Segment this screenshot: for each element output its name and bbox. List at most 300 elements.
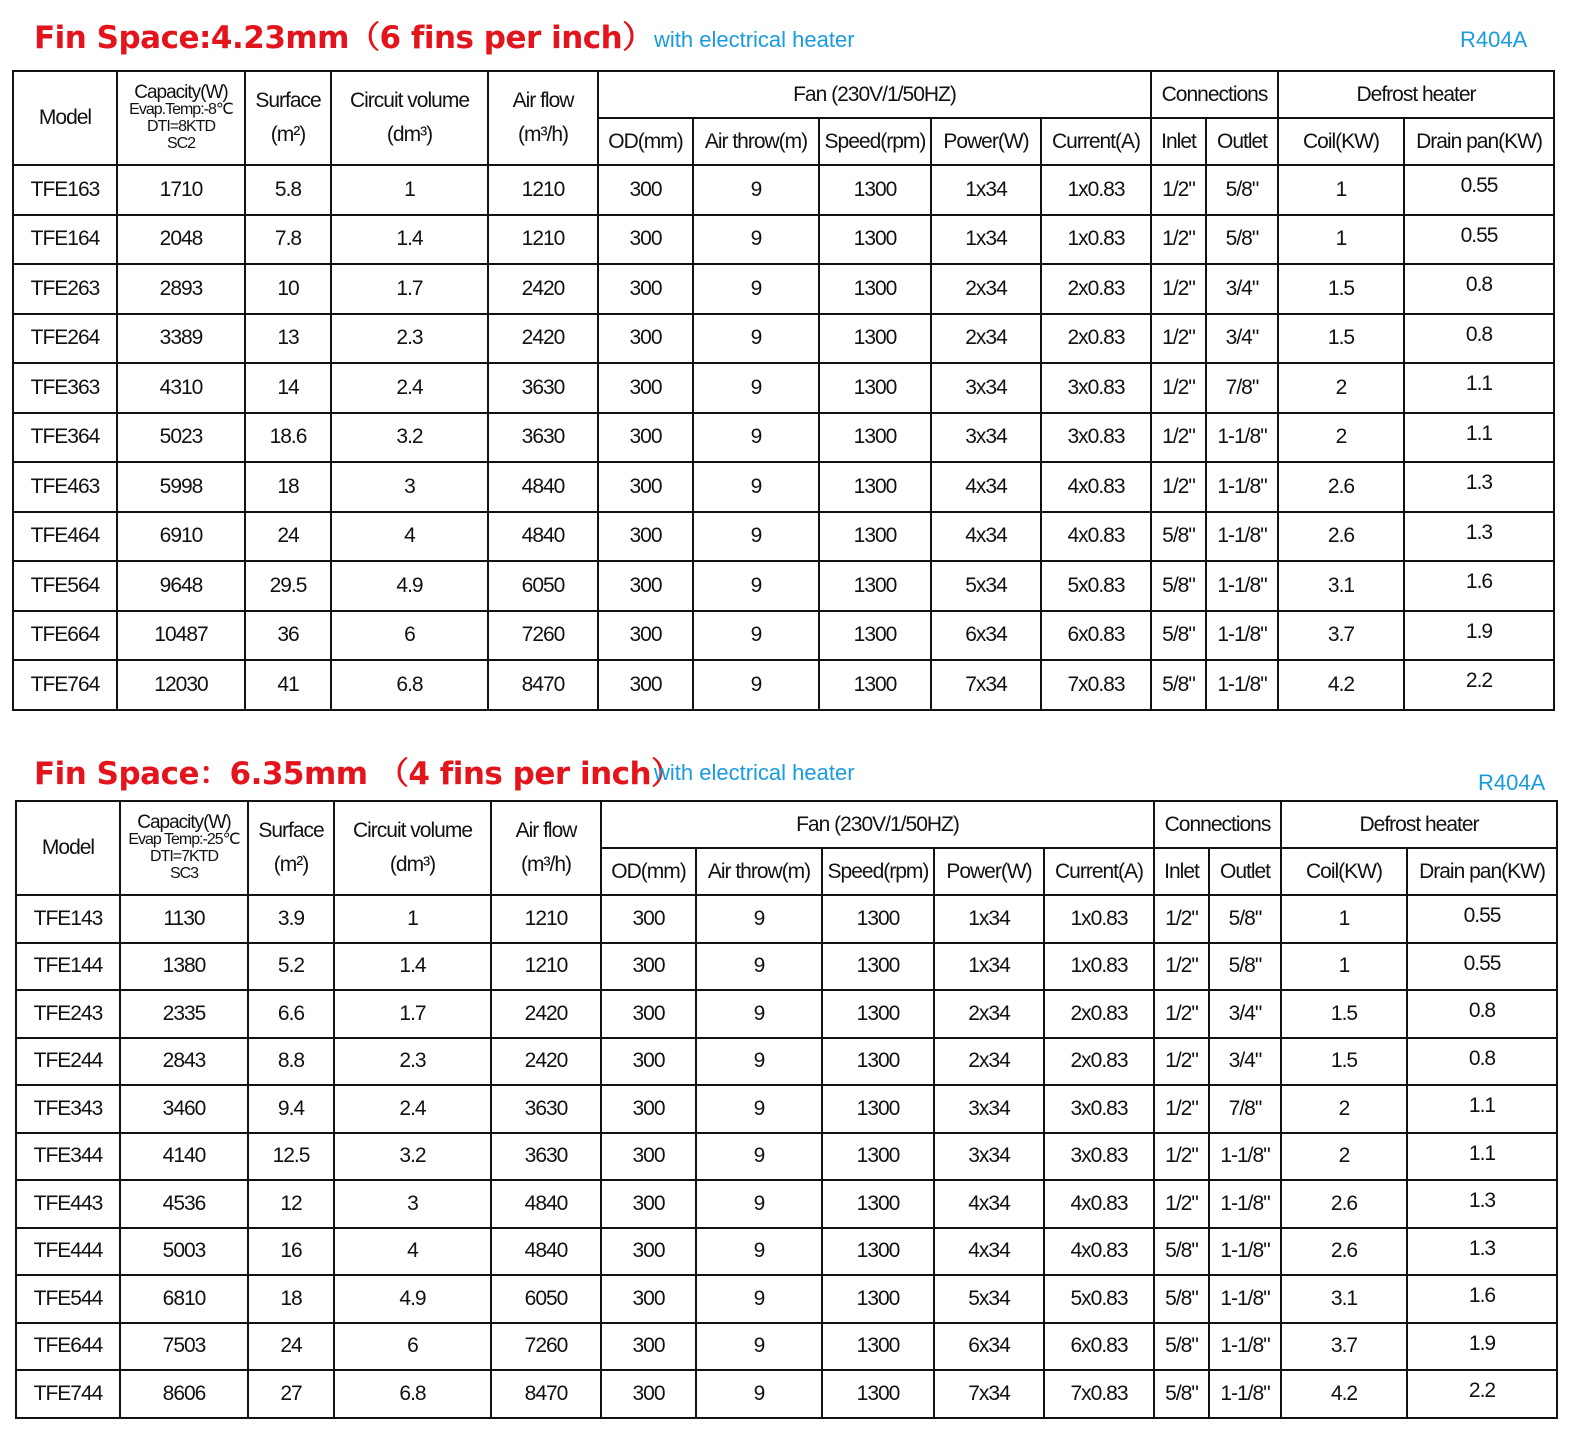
cell-fan-air-throw: 9 bbox=[696, 895, 822, 943]
cell-outlet: 1-1/8" bbox=[1206, 660, 1278, 710]
cell-fan-current: 1x0.83 bbox=[1041, 215, 1151, 265]
cell-outlet: 1-1/8" bbox=[1206, 413, 1278, 463]
table-row bbox=[16, 1323, 1557, 1371]
cell-fan-od: 300 bbox=[598, 215, 693, 265]
cell-fan-speed: 1300 bbox=[822, 1038, 934, 1086]
cell-capacity: 6910 bbox=[117, 512, 245, 562]
cell-fan-speed: 1300 bbox=[822, 1370, 934, 1418]
cell-fan-current: 6x0.83 bbox=[1044, 1323, 1154, 1371]
cell-fan-od: 300 bbox=[601, 1180, 696, 1228]
cell-fan-current: 2x0.83 bbox=[1041, 314, 1151, 364]
cell-capacity: 12030 bbox=[117, 660, 245, 710]
cell-drain-pan: 0.8 bbox=[1404, 314, 1554, 364]
cell-surface: 9.4 bbox=[248, 1085, 334, 1133]
cell-fan-od: 300 bbox=[601, 1323, 696, 1371]
cell-surface: 24 bbox=[245, 512, 331, 562]
cell-fan-od: 300 bbox=[601, 1085, 696, 1133]
cell-drain-pan: 1.9 bbox=[1407, 1323, 1557, 1371]
table-row bbox=[16, 1038, 1557, 1086]
cell-outlet: 1-1/8" bbox=[1209, 1323, 1281, 1371]
cell-drain-pan: 1.6 bbox=[1407, 1275, 1557, 1323]
cell-outlet: 5/8" bbox=[1209, 943, 1281, 991]
cell-air-flow: 8470 bbox=[488, 660, 598, 710]
cell-fan-speed: 1300 bbox=[822, 895, 934, 943]
cell-drain-pan: 0.55 bbox=[1404, 165, 1554, 215]
cell-capacity: 3460 bbox=[120, 1085, 248, 1133]
header-outlet: Outlet bbox=[1209, 848, 1281, 895]
cell-fan-air-throw: 9 bbox=[696, 1370, 822, 1418]
cell-circuit-volume: 2.4 bbox=[334, 1085, 491, 1133]
header-model: Model bbox=[13, 71, 117, 165]
cell-drain-pan: 1.1 bbox=[1404, 363, 1554, 413]
header-fan-speed: Speed(rpm) bbox=[819, 118, 931, 165]
cell-drain-pan: 1.3 bbox=[1404, 512, 1554, 562]
header-connections: Connections bbox=[1151, 71, 1278, 118]
cell-drain-pan: 0.8 bbox=[1404, 264, 1554, 314]
cell-air-flow: 3630 bbox=[488, 413, 598, 463]
cell-model: TFE443 bbox=[16, 1180, 120, 1228]
cell-fan-current: 7x0.83 bbox=[1041, 660, 1151, 710]
cell-air-flow: 2420 bbox=[488, 314, 598, 364]
header-air-flow-line: Air flow bbox=[512, 89, 574, 112]
table-row bbox=[13, 165, 1554, 215]
cell-surface: 18 bbox=[245, 462, 331, 512]
cell-fan-power: 2x34 bbox=[931, 314, 1041, 364]
cell-inlet: 5/8" bbox=[1151, 561, 1206, 611]
cell-air-flow: 4840 bbox=[491, 1180, 601, 1228]
cell-fan-air-throw: 9 bbox=[693, 462, 819, 512]
cell-capacity: 6810 bbox=[120, 1275, 248, 1323]
section-1-subtitle: with electrical heater bbox=[654, 27, 855, 52]
cell-fan-speed: 1300 bbox=[819, 561, 931, 611]
cell-capacity: 4536 bbox=[120, 1180, 248, 1228]
specs-table-fin-6-35 bbox=[15, 800, 1558, 1419]
cell-inlet: 1/2" bbox=[1151, 413, 1206, 463]
cell-outlet: 5/8" bbox=[1209, 895, 1281, 943]
specs-table-fin-4-23 bbox=[12, 70, 1555, 711]
section-2-subtitle: with electrical heater bbox=[654, 760, 855, 785]
cell-drain-pan: 0.8 bbox=[1407, 1038, 1557, 1086]
table-row bbox=[16, 1370, 1557, 1418]
cell-surface: 18.6 bbox=[245, 413, 331, 463]
cell-circuit-volume: 3.2 bbox=[334, 1133, 491, 1181]
header-fan-od: OD(mm) bbox=[601, 848, 696, 895]
cell-capacity: 7503 bbox=[120, 1323, 248, 1371]
cell-fan-current: 1x0.83 bbox=[1041, 165, 1151, 215]
cell-air-flow: 3630 bbox=[491, 1133, 601, 1181]
cell-inlet: 5/8" bbox=[1151, 660, 1206, 710]
cell-coil: 2 bbox=[1281, 1133, 1407, 1181]
cell-fan-air-throw: 9 bbox=[693, 413, 819, 463]
cell-outlet: 1-1/8" bbox=[1206, 462, 1278, 512]
cell-fan-power: 6x34 bbox=[934, 1323, 1044, 1371]
table-row bbox=[13, 363, 1554, 413]
cell-circuit-volume: 1.4 bbox=[334, 943, 491, 991]
cell-air-flow: 6050 bbox=[491, 1275, 601, 1323]
cell-surface: 18 bbox=[248, 1275, 334, 1323]
cell-model: TFE764 bbox=[13, 660, 117, 710]
cell-model: TFE664 bbox=[13, 611, 117, 661]
header-capacity bbox=[117, 71, 245, 165]
cell-fan-air-throw: 9 bbox=[693, 264, 819, 314]
cell-model: TFE164 bbox=[13, 215, 117, 265]
cell-outlet: 1-1/8" bbox=[1209, 1133, 1281, 1181]
header-capacity-line: SC3 bbox=[169, 865, 199, 882]
header-capacity-line: SC2 bbox=[166, 135, 196, 152]
cell-fan-od: 300 bbox=[601, 1038, 696, 1086]
table-row bbox=[16, 1085, 1557, 1133]
cell-air-flow: 4840 bbox=[488, 512, 598, 562]
cell-outlet: 1-1/8" bbox=[1209, 1275, 1281, 1323]
cell-inlet: 5/8" bbox=[1154, 1228, 1209, 1276]
header-capacity-line: DTI=7KTD bbox=[149, 848, 218, 865]
cell-air-flow: 8470 bbox=[491, 1370, 601, 1418]
cell-outlet: 3/4" bbox=[1206, 264, 1278, 314]
cell-fan-speed: 1300 bbox=[819, 660, 931, 710]
cell-circuit-volume: 1.7 bbox=[331, 264, 488, 314]
cell-circuit-volume: 1 bbox=[334, 895, 491, 943]
cell-circuit-volume: 6 bbox=[334, 1323, 491, 1371]
cell-air-flow: 3630 bbox=[488, 363, 598, 413]
cell-fan-power: 3x34 bbox=[934, 1133, 1044, 1181]
header-circuit-volume-line: Circuit volume bbox=[352, 819, 473, 842]
cell-fan-speed: 1300 bbox=[822, 1275, 934, 1323]
cell-fan-speed: 1300 bbox=[819, 363, 931, 413]
cell-outlet: 7/8" bbox=[1206, 363, 1278, 413]
cell-circuit-volume: 2.4 bbox=[331, 363, 488, 413]
table-row bbox=[13, 611, 1554, 661]
cell-drain-pan: 1.3 bbox=[1407, 1180, 1557, 1228]
cell-outlet: 1-1/8" bbox=[1209, 1180, 1281, 1228]
section-2-title: Fin Space：6.35mm （4 fins per inch） bbox=[34, 756, 682, 792]
cell-capacity: 10487 bbox=[117, 611, 245, 661]
cell-capacity: 1380 bbox=[120, 943, 248, 991]
cell-surface: 16 bbox=[248, 1228, 334, 1276]
cell-outlet: 3/4" bbox=[1206, 314, 1278, 364]
header-circuit-volume-line: (dm³) bbox=[389, 853, 436, 876]
cell-circuit-volume: 1 bbox=[331, 165, 488, 215]
cell-fan-od: 300 bbox=[601, 895, 696, 943]
cell-circuit-volume: 4 bbox=[331, 512, 488, 562]
cell-fan-power: 3x34 bbox=[931, 413, 1041, 463]
header-fan: Fan (230V/1/50HZ) bbox=[598, 71, 1151, 118]
cell-fan-current: 4x0.83 bbox=[1044, 1228, 1154, 1276]
cell-fan-current: 1x0.83 bbox=[1044, 943, 1154, 991]
cell-coil: 2.6 bbox=[1281, 1228, 1407, 1276]
cell-coil: 2.6 bbox=[1281, 1180, 1407, 1228]
cell-fan-power: 5x34 bbox=[931, 561, 1041, 611]
cell-surface: 6.6 bbox=[248, 990, 334, 1038]
cell-coil: 3.1 bbox=[1278, 561, 1404, 611]
cell-coil: 2 bbox=[1278, 363, 1404, 413]
cell-fan-od: 300 bbox=[601, 1133, 696, 1181]
cell-air-flow: 1210 bbox=[488, 215, 598, 265]
cell-air-flow: 7260 bbox=[491, 1323, 601, 1371]
table-row bbox=[13, 413, 1554, 463]
cell-outlet: 1-1/8" bbox=[1209, 1370, 1281, 1418]
cell-fan-current: 3x0.83 bbox=[1041, 413, 1151, 463]
header-drain-pan: Drain pan(KW) bbox=[1404, 118, 1554, 165]
cell-fan-current: 4x0.83 bbox=[1041, 462, 1151, 512]
header-air-flow-line: (m³/h) bbox=[518, 123, 568, 146]
cell-model: TFE744 bbox=[16, 1370, 120, 1418]
cell-coil: 4.2 bbox=[1278, 660, 1404, 710]
cell-outlet: 5/8" bbox=[1206, 215, 1278, 265]
cell-fan-speed: 1300 bbox=[819, 413, 931, 463]
cell-fan-current: 1x0.83 bbox=[1044, 895, 1154, 943]
cell-inlet: 5/8" bbox=[1154, 1275, 1209, 1323]
cell-air-flow: 1210 bbox=[491, 943, 601, 991]
cell-surface: 29.5 bbox=[245, 561, 331, 611]
table-row bbox=[13, 462, 1554, 512]
cell-fan-speed: 1300 bbox=[819, 165, 931, 215]
table-row bbox=[16, 1228, 1557, 1276]
cell-drain-pan: 1.3 bbox=[1407, 1228, 1557, 1276]
cell-fan-od: 300 bbox=[598, 264, 693, 314]
cell-drain-pan: 1.3 bbox=[1404, 462, 1554, 512]
cell-coil: 1 bbox=[1281, 895, 1407, 943]
cell-coil: 1.5 bbox=[1281, 990, 1407, 1038]
cell-fan-power: 7x34 bbox=[934, 1370, 1044, 1418]
cell-fan-air-throw: 9 bbox=[696, 1038, 822, 1086]
cell-inlet: 1/2" bbox=[1151, 165, 1206, 215]
cell-model: TFE564 bbox=[13, 561, 117, 611]
table-row bbox=[13, 561, 1554, 611]
header-air-flow-line: (m³/h) bbox=[521, 853, 571, 876]
cell-fan-air-throw: 9 bbox=[696, 1085, 822, 1133]
cell-fan-od: 300 bbox=[598, 611, 693, 661]
cell-fan-od: 300 bbox=[598, 314, 693, 364]
cell-fan-od: 300 bbox=[601, 1370, 696, 1418]
cell-surface: 41 bbox=[245, 660, 331, 710]
cell-surface: 14 bbox=[245, 363, 331, 413]
cell-model: TFE344 bbox=[16, 1133, 120, 1181]
cell-fan-power: 2x34 bbox=[934, 990, 1044, 1038]
table-row bbox=[16, 1180, 1557, 1228]
table-row bbox=[13, 314, 1554, 364]
cell-fan-current: 3x0.83 bbox=[1044, 1085, 1154, 1133]
header-fan-air-throw: Air throw(m) bbox=[696, 848, 822, 895]
cell-surface: 3.9 bbox=[248, 895, 334, 943]
cell-capacity: 5998 bbox=[117, 462, 245, 512]
cell-coil: 4.2 bbox=[1281, 1370, 1407, 1418]
cell-surface: 5.2 bbox=[248, 943, 334, 991]
cell-fan-power: 1x34 bbox=[934, 895, 1044, 943]
cell-surface: 8.8 bbox=[248, 1038, 334, 1086]
cell-fan-power: 1x34 bbox=[934, 943, 1044, 991]
cell-fan-power: 2x34 bbox=[934, 1038, 1044, 1086]
cell-drain-pan: 0.55 bbox=[1407, 895, 1557, 943]
cell-model: TFE163 bbox=[13, 165, 117, 215]
cell-inlet: 1/2" bbox=[1151, 264, 1206, 314]
cell-surface: 7.8 bbox=[245, 215, 331, 265]
cell-inlet: 1/2" bbox=[1151, 314, 1206, 364]
cell-fan-current: 2x0.83 bbox=[1041, 264, 1151, 314]
cell-circuit-volume: 6 bbox=[331, 611, 488, 661]
cell-inlet: 1/2" bbox=[1154, 943, 1209, 991]
cell-fan-power: 1x34 bbox=[931, 215, 1041, 265]
header-capacity-line: Capacity(W) bbox=[137, 812, 231, 833]
header-surface-line: Surface bbox=[258, 819, 324, 842]
cell-model: TFE343 bbox=[16, 1085, 120, 1133]
cell-coil: 1 bbox=[1281, 943, 1407, 991]
cell-outlet: 1-1/8" bbox=[1209, 1228, 1281, 1276]
cell-circuit-volume: 3 bbox=[331, 462, 488, 512]
cell-fan-od: 300 bbox=[598, 512, 693, 562]
cell-fan-power: 3x34 bbox=[934, 1085, 1044, 1133]
cell-fan-speed: 1300 bbox=[819, 512, 931, 562]
header-circuit-volume bbox=[334, 801, 491, 895]
cell-fan-air-throw: 9 bbox=[696, 990, 822, 1038]
cell-coil: 2 bbox=[1281, 1085, 1407, 1133]
cell-surface: 36 bbox=[245, 611, 331, 661]
cell-fan-air-throw: 9 bbox=[696, 1228, 822, 1276]
header-coil: Coil(KW) bbox=[1278, 118, 1404, 165]
cell-capacity: 3389 bbox=[117, 314, 245, 364]
cell-fan-air-throw: 9 bbox=[696, 1180, 822, 1228]
section-2-refrigerant: R404A bbox=[1478, 770, 1546, 795]
cell-air-flow: 2420 bbox=[488, 264, 598, 314]
cell-air-flow: 1210 bbox=[488, 165, 598, 215]
cell-fan-od: 300 bbox=[598, 363, 693, 413]
cell-model: TFE244 bbox=[16, 1038, 120, 1086]
cell-capacity: 4140 bbox=[120, 1133, 248, 1181]
cell-model: TFE464 bbox=[13, 512, 117, 562]
cell-coil: 1.5 bbox=[1281, 1038, 1407, 1086]
header-capacity-line: DTI=8KTD bbox=[146, 118, 215, 135]
cell-inlet: 1/2" bbox=[1154, 990, 1209, 1038]
cell-inlet: 1/2" bbox=[1154, 1180, 1209, 1228]
header-capacity-line: Evap Temp:-25℃ bbox=[128, 831, 240, 848]
table-row bbox=[13, 660, 1554, 710]
cell-fan-speed: 1300 bbox=[822, 1228, 934, 1276]
cell-model: TFE364 bbox=[13, 413, 117, 463]
header-fan-current: Current(A) bbox=[1044, 848, 1154, 895]
cell-inlet: 1/2" bbox=[1151, 215, 1206, 265]
cell-drain-pan: 2.2 bbox=[1407, 1370, 1557, 1418]
cell-circuit-volume: 4.9 bbox=[334, 1275, 491, 1323]
cell-air-flow: 4840 bbox=[488, 462, 598, 512]
cell-model: TFE243 bbox=[16, 990, 120, 1038]
table-row bbox=[16, 943, 1557, 991]
cell-fan-speed: 1300 bbox=[822, 1180, 934, 1228]
cell-circuit-volume: 2.3 bbox=[331, 314, 488, 364]
cell-fan-speed: 1300 bbox=[822, 943, 934, 991]
cell-fan-speed: 1300 bbox=[819, 264, 931, 314]
header-air-flow bbox=[491, 801, 601, 895]
cell-inlet: 1/2" bbox=[1151, 462, 1206, 512]
cell-fan-current: 7x0.83 bbox=[1044, 1370, 1154, 1418]
cell-capacity: 8606 bbox=[120, 1370, 248, 1418]
cell-capacity: 2048 bbox=[117, 215, 245, 265]
header-model: Model bbox=[16, 801, 120, 895]
cell-model: TFE143 bbox=[16, 895, 120, 943]
cell-outlet: 3/4" bbox=[1209, 1038, 1281, 1086]
cell-surface: 13 bbox=[245, 314, 331, 364]
cell-fan-air-throw: 9 bbox=[693, 314, 819, 364]
header-connections: Connections bbox=[1154, 801, 1281, 848]
cell-surface: 12.5 bbox=[248, 1133, 334, 1181]
cell-model: TFE264 bbox=[13, 314, 117, 364]
cell-air-flow: 1210 bbox=[491, 895, 601, 943]
cell-capacity: 1130 bbox=[120, 895, 248, 943]
cell-outlet: 1-1/8" bbox=[1206, 561, 1278, 611]
header-coil: Coil(KW) bbox=[1281, 848, 1407, 895]
cell-fan-od: 300 bbox=[598, 660, 693, 710]
cell-drain-pan: 0.55 bbox=[1407, 943, 1557, 991]
cell-fan-current: 6x0.83 bbox=[1041, 611, 1151, 661]
cell-fan-power: 4x34 bbox=[934, 1228, 1044, 1276]
table-row bbox=[13, 215, 1554, 265]
cell-surface: 12 bbox=[248, 1180, 334, 1228]
header-fan-speed: Speed(rpm) bbox=[822, 848, 934, 895]
cell-coil: 1.5 bbox=[1278, 314, 1404, 364]
header-surface-line: (m²) bbox=[270, 123, 306, 146]
cell-fan-od: 300 bbox=[601, 943, 696, 991]
cell-fan-power: 4x34 bbox=[931, 512, 1041, 562]
cell-fan-air-throw: 9 bbox=[696, 943, 822, 991]
cell-fan-air-throw: 9 bbox=[693, 363, 819, 413]
cell-fan-current: 2x0.83 bbox=[1044, 990, 1154, 1038]
cell-fan-speed: 1300 bbox=[819, 462, 931, 512]
cell-air-flow: 2420 bbox=[491, 1038, 601, 1086]
cell-air-flow: 7260 bbox=[488, 611, 598, 661]
cell-drain-pan: 0.8 bbox=[1407, 990, 1557, 1038]
cell-air-flow: 6050 bbox=[488, 561, 598, 611]
cell-capacity: 2335 bbox=[120, 990, 248, 1038]
cell-coil: 2.6 bbox=[1278, 512, 1404, 562]
cell-drain-pan: 1.6 bbox=[1404, 561, 1554, 611]
cell-drain-pan: 2.2 bbox=[1404, 660, 1554, 710]
cell-surface: 24 bbox=[248, 1323, 334, 1371]
cell-circuit-volume: 6.8 bbox=[334, 1370, 491, 1418]
table-row bbox=[13, 512, 1554, 562]
header-defrost-heater: Defrost heater bbox=[1278, 71, 1554, 118]
cell-outlet: 3/4" bbox=[1209, 990, 1281, 1038]
cell-fan-air-throw: 9 bbox=[696, 1133, 822, 1181]
cell-fan-air-throw: 9 bbox=[693, 561, 819, 611]
cell-model: TFE463 bbox=[13, 462, 117, 512]
cell-circuit-volume: 3.2 bbox=[331, 413, 488, 463]
cell-circuit-volume: 4 bbox=[334, 1228, 491, 1276]
table-row bbox=[13, 264, 1554, 314]
cell-drain-pan: 1.1 bbox=[1407, 1133, 1557, 1181]
cell-circuit-volume: 2.3 bbox=[334, 1038, 491, 1086]
cell-fan-current: 3x0.83 bbox=[1041, 363, 1151, 413]
cell-fan-od: 300 bbox=[601, 1228, 696, 1276]
table-row bbox=[16, 1133, 1557, 1181]
cell-coil: 3.7 bbox=[1278, 611, 1404, 661]
cell-fan-power: 2x34 bbox=[931, 264, 1041, 314]
header-capacity-line: Evap.Temp:-8℃ bbox=[129, 101, 233, 118]
header-circuit-volume bbox=[331, 71, 488, 165]
header-circuit-volume-line: (dm³) bbox=[386, 123, 433, 146]
header-defrost-heater: Defrost heater bbox=[1281, 801, 1557, 848]
header-surface bbox=[245, 71, 331, 165]
cell-fan-current: 4x0.83 bbox=[1044, 1180, 1154, 1228]
cell-coil: 1 bbox=[1278, 215, 1404, 265]
cell-fan-air-throw: 9 bbox=[693, 165, 819, 215]
cell-fan-speed: 1300 bbox=[822, 1133, 934, 1181]
cell-inlet: 5/8" bbox=[1154, 1370, 1209, 1418]
cell-drain-pan: 1.9 bbox=[1404, 611, 1554, 661]
cell-fan-od: 300 bbox=[598, 165, 693, 215]
cell-fan-power: 6x34 bbox=[931, 611, 1041, 661]
header-outlet: Outlet bbox=[1206, 118, 1278, 165]
cell-inlet: 1/2" bbox=[1151, 363, 1206, 413]
cell-fan-speed: 1300 bbox=[819, 611, 931, 661]
cell-coil: 2.6 bbox=[1278, 462, 1404, 512]
